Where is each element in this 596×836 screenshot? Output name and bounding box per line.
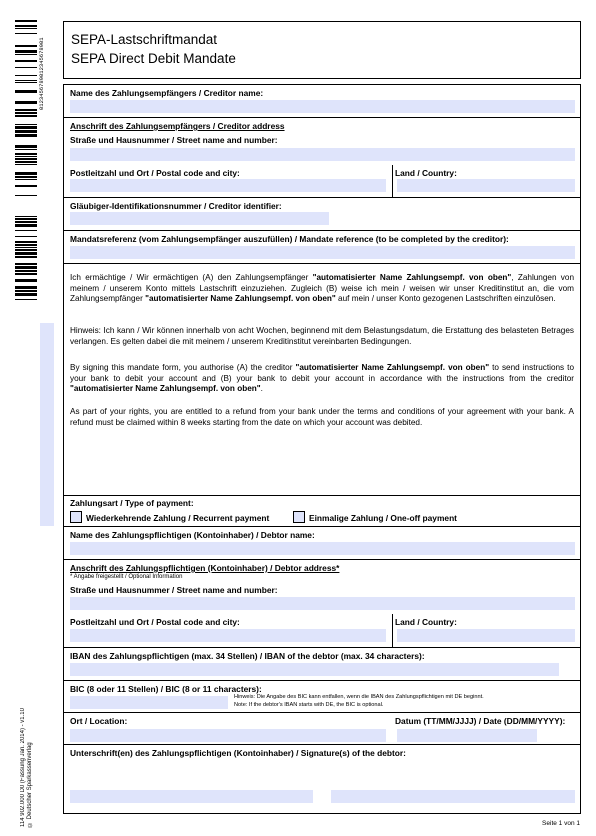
title-en: SEPA Direct Debit Mandate — [71, 51, 236, 66]
location-date-section — [64, 712, 580, 744]
creditor-country-field[interactable] — [397, 179, 575, 192]
mandate-text-en: By signing this mandate form, you authorise (A) the creditor "automatisierter Name Zahlungsempf. von oben" to send instructions to your bank to debit your account and (B) your bank to debit your account in accordance with the instructions from the creditor "automatisierter Name Zahlungsempf. von oben". — [70, 363, 574, 393]
creditor-address-section — [64, 117, 580, 197]
payment-type-section — [64, 495, 580, 526]
date-field[interactable] — [397, 729, 537, 742]
debtor-address-heading: Anschrift des Zahlungspflichtigen (Kontoinhaber) / Debtor address* — [70, 563, 340, 573]
payment-type-label: Zahlungsart / Type of payment: — [70, 498, 194, 508]
bic-label: BIC (8 oder 11 Stellen) / BIC (8 or 11 characters): — [70, 684, 262, 694]
debtor-country-field[interactable] — [397, 629, 575, 642]
creditor-street-label: Straße und Hausnummer / Street name and number: — [70, 135, 278, 145]
creditor-identifier-label: Gläubiger-Identifikationsnummer / Creditor identifier: — [70, 201, 282, 211]
creditor-postal-label: Postleitzahl und Ort / Postal code and city: — [70, 168, 240, 178]
divider — [392, 165, 393, 198]
oneoff-payment-checkbox[interactable] — [293, 511, 305, 523]
header-box — [63, 21, 581, 79]
form-version: 114 902.000 D0 (Fassung Jan. 2014) - v1.10 — [20, 708, 26, 827]
divider — [392, 614, 393, 648]
oneoff-payment-label: Einmalige Zahlung / One-off payment — [309, 513, 457, 523]
date-label: Datum (TT/MM/JJJJ) / Date (DD/MM/YYYY): — [395, 716, 566, 726]
iban-label: IBAN des Zahlungspflichtigen (max. 34 Stellen) / IBAN of the debtor (max. 34 characters): — [70, 651, 425, 661]
debtor-street-label: Straße und Hausnummer / Street name and number: — [70, 585, 278, 595]
mandate-text-section — [64, 263, 580, 495]
iban-section — [64, 647, 580, 680]
signature-field-2[interactable] — [331, 790, 575, 803]
debtor-address-section — [64, 559, 580, 647]
location-field[interactable] — [70, 729, 386, 742]
mandate-reference-field[interactable] — [70, 246, 575, 259]
recurrent-payment-checkbox[interactable] — [70, 511, 82, 523]
creditor-postal-field[interactable] — [70, 179, 386, 192]
mandate-text-de: Ich ermächtige / Wir ermächtigen (A) den Zahlungsempfänger "automatisierter Name Zahlungsempf. von oben", Zahlungen von meinem / unserem Konto mittels Lastschrift einzuziehen. Zugleich (B) weise ich mein / weisen wir unser Kreditinstitut an, die vom Zahlungsempfänger "automatisierter Name Zahlungsempf. von oben" auf mein / unser Konto gezogenen Lastschriften einzulösen. — [70, 273, 574, 303]
creditor-name-field[interactable] — [70, 100, 575, 113]
debtor-name-field[interactable] — [70, 542, 575, 555]
debtor-street-field[interactable] — [70, 597, 575, 610]
creditor-identifier-field[interactable] — [70, 212, 329, 225]
sidebar-color-bar — [40, 323, 54, 526]
creditor-address-heading: Anschrift des Zahlungsempfängers / Creditor address — [70, 121, 285, 131]
mandate-note-de: Hinweis: Ich kann / Wir können innerhalb von acht Wochen, beginnend mit dem Belastungsdatum, die Erstattung des belasteten Betrages verlangen. Es gelten dabei die mit meinem / unserem Kreditinstitut vereinbarten Bedingungen. — [70, 326, 574, 346]
iban-field[interactable] — [70, 663, 559, 676]
signature-label: Unterschrift(en) des Zahlungspflichtigen (Kontoinhaber) / Signature(s) of the debtor: — [70, 748, 406, 758]
debtor-country-label: Land / Country: — [395, 617, 457, 627]
bic-hint-de: Hinweis: Die Angabe des BIC kann entfallen, wenn die IBAN des Zahlungspflichtigen mit DE beginnt. — [234, 694, 484, 700]
creditor-street-field[interactable] — [70, 148, 575, 161]
debtor-name-label: Name des Zahlungspflichtigen (Kontoinhaber) / Debtor name: — [70, 530, 315, 540]
creditor-country-label: Land / Country: — [395, 168, 457, 178]
bic-hint-en: Note: If the debtor's IBAN starts with DE, the BIC is optional. — [234, 702, 384, 708]
side-print — [20, 683, 42, 827]
recurrent-payment-label: Wiederkehrende Zahlung / Recurrent payment — [86, 513, 270, 523]
page-number: Seite 1 von 1 — [542, 820, 580, 827]
barcode — [15, 20, 37, 300]
bic-field[interactable] — [70, 696, 228, 709]
debtor-postal-field[interactable] — [70, 629, 386, 642]
title-de: SEPA-Lastschriftmandat — [71, 32, 218, 47]
location-label: Ort / Location: — [70, 716, 128, 726]
debtor-name-section — [64, 526, 580, 559]
signature-section — [64, 744, 580, 814]
mandate-form — [63, 84, 581, 814]
barcode-number: 0123456789012345678901 — [38, 37, 45, 110]
creditor-name-label: Name des Zahlungsempfängers / Creditor name: — [70, 88, 264, 98]
debtor-postal-label: Postleitzahl und Ort / Postal code and city: — [70, 617, 240, 627]
mandate-note-en: As part of your rights, you are entitled to a refund from your bank under the terms and conditions of your agreement with your bank. A refund must be claimed within 8 weeks starting from the date on which your account was debited. — [70, 407, 574, 427]
creditor-identifier-section — [64, 197, 580, 230]
mandate-reference-label: Mandatsreferenz (vom Zahlungsempfänger auszufüllen) / Mandate reference (to be completed by the creditor): — [70, 234, 509, 244]
signature-field-1[interactable] — [70, 790, 313, 803]
mandate-reference-section — [64, 230, 580, 263]
bic-section — [64, 680, 580, 712]
publisher: © Deutscher Sparkassenverlag — [27, 742, 33, 827]
optional-note: * Angabe freigestellt / Optional Information — [70, 574, 183, 580]
